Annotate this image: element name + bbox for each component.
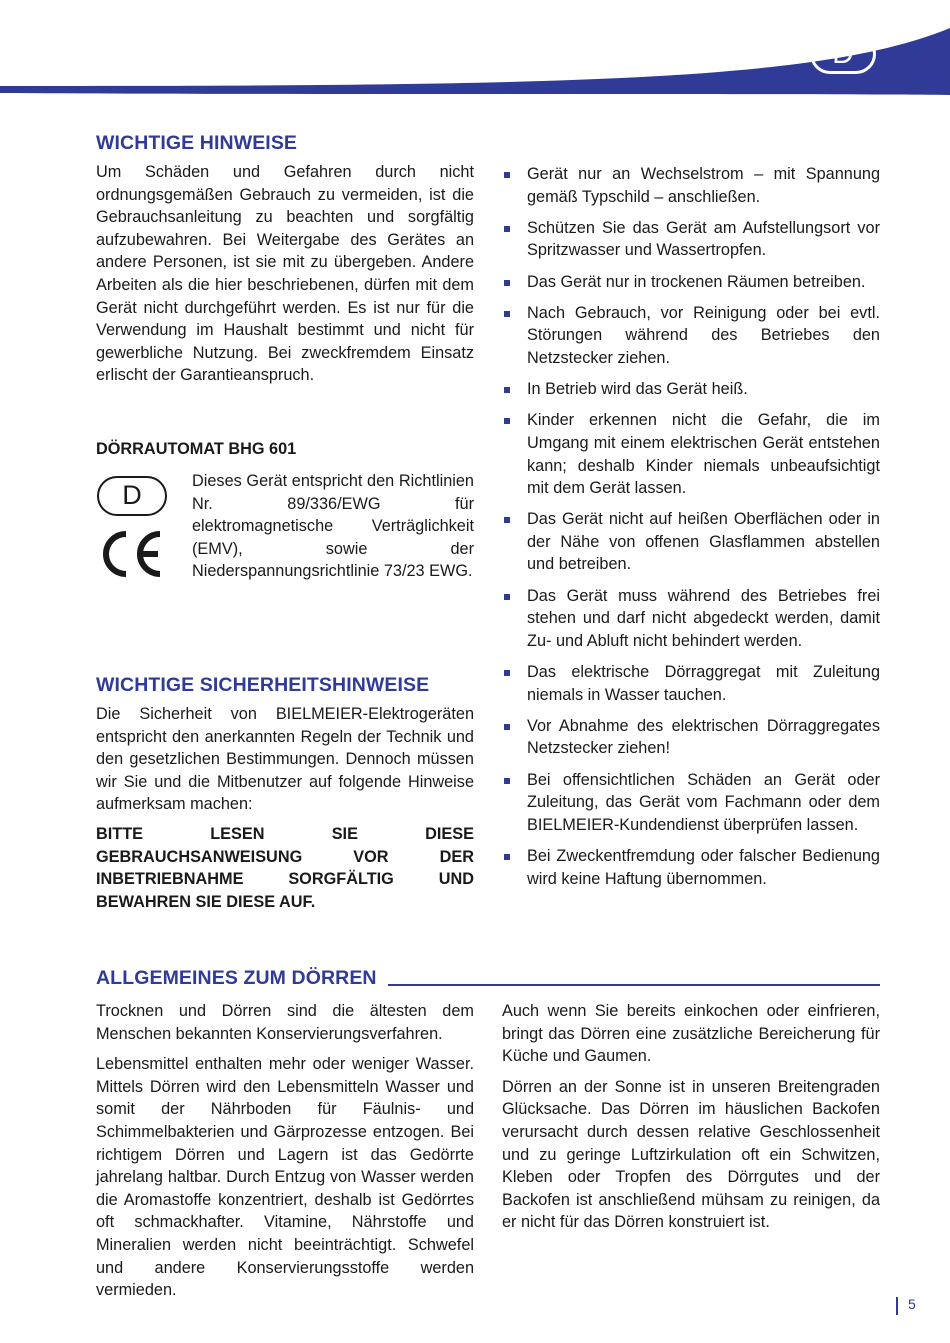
bullet-item: Das Gerät nicht auf heißen Oberflächen oder in der Nähe von offenen Glasflammen abstellen und betreiben. bbox=[502, 508, 880, 576]
page-number-divider bbox=[896, 1297, 898, 1315]
section-title-hinweise: WICHTIGE HINWEISE bbox=[96, 132, 298, 154]
product-text-block bbox=[192, 470, 474, 583]
bullet-square-icon bbox=[504, 418, 510, 424]
bullet-square-icon bbox=[504, 280, 510, 286]
bullet-item: Das Gerät nur in trockenen Räumen betreiben. bbox=[502, 271, 880, 294]
general-left-p2: Lebensmittel enthalten mehr oder weniger Wasser. Mittels Dörren wird den Lebensmitteln Wasser und somit der Nährboden für Fäulnis- und Schimmelbakterien und Gärprozesse entzogen. Bei richtigem Dörren und Lagern ist das Gedörrte jahrelang haltbar. Durch Entzug von Wasser werden die Aromastoffe konzentriert, deshalb ist Gedörrtes oft schmackhafter. Vitamine, Nährstoffe und Mineralien werden nicht beeinträchtigt. Schwefel und andere Konservierungsstoffe werden vermieden. bbox=[96, 1055, 474, 1300]
bullet-square-icon bbox=[504, 670, 510, 676]
bullet-item: Kinder erkennen nicht die Gefahr, die im Umgang mit einem elektrischen Gerät entstehen kann; deshalb Kinder niemals unbeaufsichtigt mit dem Gerät lassen. bbox=[502, 409, 880, 499]
safety-bullet-list bbox=[502, 163, 880, 899]
general-right-p1: Auch wenn Sie bereits einkochen oder einfrieren, bringt das Dörren eine zusätzliche Bereicherung für Küche und Gaumen. bbox=[502, 1002, 880, 1066]
general-right-p2: Dörren an der Sonne ist in unseren Breitengraden Glücksache. Das Dörren im häuslichen Backofen verursacht durch dessen relative Geschlossenheit und zu geringe Luftzirkulation oft ein Schwitzen, Kleben oder Tropfen des Dörrgutes und der Backofen ist anschließend mühsam zu reinigen, da er nicht für das Dörren konstruiert ist. bbox=[502, 1077, 880, 1232]
bullet-square-icon bbox=[504, 517, 510, 523]
page-number: 5 bbox=[908, 1296, 916, 1312]
bullet-item: Nach Gebrauch, vor Reinigung oder bei evtl. Störungen während des Betriebes den Netzstecker ziehen. bbox=[502, 302, 880, 370]
hinweise-body: Um Schäden und Gefahren durch nicht ordnungsgemäßen Gebrauch zu vermeiden, ist die Gebrauchsanleitung zu beachten und sorgfältig aufzubewahren. Bei Weitergabe des Gerätes an andere Personen, ist sie mit zu übergeben. Andere Arbeiten als die hier beschriebenen, dürfen mit dem Gerät nicht durchgeführt werden. Es ist nur für die Verwendung im Haushalt bestimmt und nicht für gewerbliche Nutzung. Bei zweckfremdem Einsatz erlischt der Garantieanspruch. bbox=[96, 163, 474, 385]
country-mark-d: D bbox=[97, 476, 167, 516]
product-text: Dieses Gerät entspricht den Richtlinien Nr. 89/336/EWG für elektromagnetische Verträglichkeit (EMV), sowie der Niederspannungsrichtlinie 73/23 EWG. bbox=[192, 472, 474, 581]
bullet-square-icon bbox=[504, 778, 510, 784]
bullet-square-icon bbox=[504, 311, 510, 317]
bullet-item: Das elektrische Dörraggregat mit Zuleitung niemals in Wasser tauchen. bbox=[502, 661, 880, 706]
section-divider bbox=[388, 984, 880, 986]
ce-mark-icon bbox=[98, 530, 164, 578]
bullet-item: Bei Zweckentfremdung oder falscher Bedienung wird keine Haftung übernommen. bbox=[502, 845, 880, 890]
product-section bbox=[96, 438, 474, 460]
language-badge: D bbox=[810, 34, 876, 74]
safety-body: Die Sicherheit von BIELMEIER-Elektrogeräten entspricht den anerkannten Regeln der Technik und den gesetzlichen Bestimmungen. Dennoch müssen wir Sie und die Mitbenutzer auf folgende Hinweise aufmerksam machen: bbox=[96, 705, 474, 814]
bullet-item: In Betrieb wird das Gerät heiß. bbox=[502, 378, 880, 401]
bullet-square-icon bbox=[504, 387, 510, 393]
product-title: DÖRRAUTOMAT BHG 601 bbox=[96, 440, 297, 458]
bullet-square-icon bbox=[504, 226, 510, 232]
general-left-column bbox=[96, 1000, 474, 1302]
safety-warning: BITTE LESEN SIE DIESE GEBRAUCHSANWEISUNG VOR DER INBETRIEBNAHME SORGFÄLTIG UND BEWAHREN SIE DIESE AUF. bbox=[96, 824, 474, 911]
section-allgemeines bbox=[96, 966, 396, 990]
general-right-column bbox=[502, 1000, 880, 1234]
bullet-item: Gerät nur an Wechselstrom – mit Spannung gemäß Typschild – anschließen. bbox=[502, 163, 880, 208]
section-sicherheitshinweise bbox=[96, 673, 474, 913]
bullet-square-icon bbox=[504, 594, 510, 600]
bullet-square-icon bbox=[504, 854, 510, 860]
section-title-allgemeines: ALLGEMEINES ZUM DÖRREN bbox=[96, 967, 377, 989]
bullet-square-icon bbox=[504, 172, 510, 178]
bullet-item: Bei offensichtlichen Schäden an Gerät oder Zuleitung, das Gerät vom Fachmann oder dem BIELMEIER-Kundendienst überprüfen lassen. bbox=[502, 769, 880, 837]
header-swoosh bbox=[0, 0, 950, 110]
section-title-sicherheit: WICHTIGE SICHERHEITSHINWEISE bbox=[96, 674, 430, 696]
general-left-p1: Trocknen und Dörren sind die ältesten dem Menschen bekannten Konservierungsverfahren. bbox=[96, 1002, 474, 1043]
section-wichtige-hinweise bbox=[96, 131, 474, 387]
bullet-item: Schützen Sie das Gerät am Aufstellungsort vor Spritzwasser und Wassertropfen. bbox=[502, 217, 880, 262]
bullet-item: Vor Abnahme des elektrischen Dörraggregates Netzstecker ziehen! bbox=[502, 715, 880, 760]
bullet-item: Das Gerät muss während des Betriebes frei stehen und darf nicht abgedeckt werden, damit Zu- und Abluft nicht behindert werden. bbox=[502, 585, 880, 653]
bullet-square-icon bbox=[504, 724, 510, 730]
